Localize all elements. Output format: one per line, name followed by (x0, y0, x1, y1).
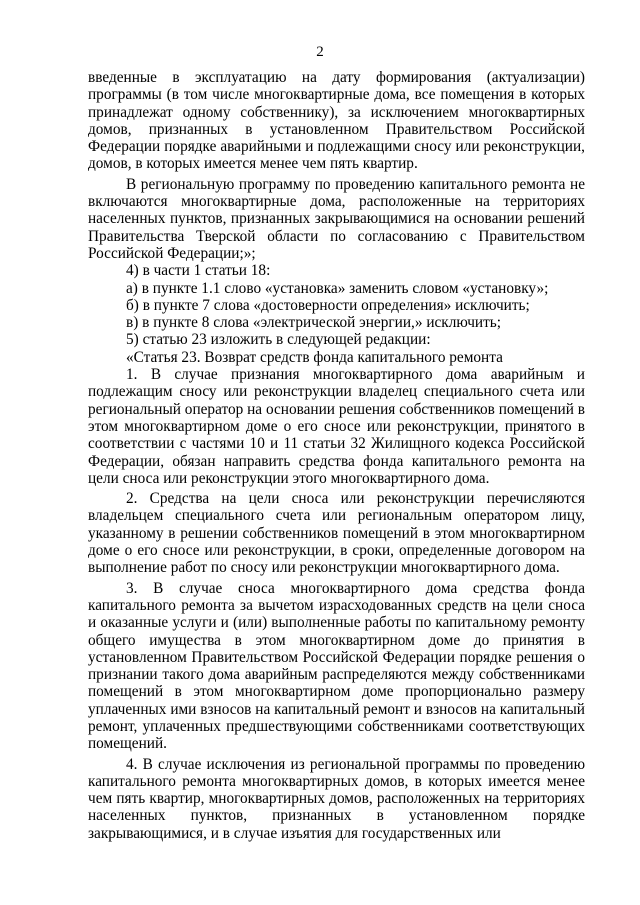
article-23-heading: «Статья 23. Возврат средств фонда капитального ремонта (126, 348, 503, 366)
document-body (88, 69, 585, 842)
article-23-clause-4: 4. В случае исключения из региональной программы по проведению капитального ремонта многоквартирных домов, в которых имеется менее чем пять квартир, многоквартирных домов, расположенных на территориях населенных пунктов, признанных в установленном порядке закрывающимися, и в случае изъятия для государственных или (88, 755, 585, 842)
paragraph-item-5: 5) статью 23 изложить в следующей редакции: (126, 331, 431, 349)
article-23-clause-2: 2. Средства на цели сноса или реконструкции перечисляются владельцем специального счета или региональным оператором лицу, указанному в решении собственников помещений в этом многоквартирном доме о его сносе или реконструкции, в сроки, определенные договором на выполнение работ по сносу или реконструкции многоквартирного дома. (88, 490, 585, 577)
article-23-clause-1: 1. В случае признания многоквартирного дома аварийным и подлежащим сносу или реконструкции владелец специального счета или региональный оператор на основании решения собственников помещений в этом многоквартирном доме о его сносе или реконструкции, принятого в соответствии с частями 10 и 11 статьи 32 Жилищного кодекса Российской Федерации, обязан направить средства фонда капитального ремонта на цели сноса или реконструкции этого многоквартирного дома. (88, 366, 585, 487)
article-23-clause-3: 3. В случае сноса многоквартирного дома средства фонда капитального ремонта за вычетом израсходованных средств на цели сноса и оказанные услуги и (или) выполненные работы по капитальному ремонту общего имущества в этом многоквартирном доме до принятия в установленном Правительством Российской Федерации порядке решения о признании такого дома аварийным распределяются между собственниками помещений в этом многоквартирном доме пропорционально размеру уплаченных ими взносов на капитальный ремонт и взносов на капитальный ремонт, уплаченных предшествующими собственниками соответствующих помещений. (88, 579, 585, 753)
page-number: 2 (316, 44, 324, 60)
paragraph-subitem-v: в) в пункте 8 слова «электрической энергии,» исключить; (126, 314, 501, 332)
paragraph-item-4: 4) в части 1 статьи 18: (126, 262, 271, 280)
paragraph-continuation: введенные в эксплуатацию на дату формирования (актуализации) программы (в том числе многоквартирные дома, все помещения в которых принадлежат одному собственнику), за исключением многоквартирных домов, признанных в установленном Правительством Российской Федерации порядке аварийными и подлежащими сносу или реконструкции, домов, в которых имеется менее чем пять квартир. (88, 69, 585, 173)
paragraph-subitem-a: а) в пункте 1.1 слово «установка» заменить словом «установку»; (126, 279, 549, 297)
paragraph-regional-program-exclusion: В региональную программу по проведению капитального ремонта не включаются многоквартирные дома, расположенные на территориях населенных пунктов, признанных закрывающимися на основании решений Правительства Тверской области по согласованию с Правительством Российской Федерации;»; (88, 175, 585, 262)
paragraph-subitem-b: б) в пункте 7 слова «достоверности определения» исключить; (126, 296, 530, 314)
